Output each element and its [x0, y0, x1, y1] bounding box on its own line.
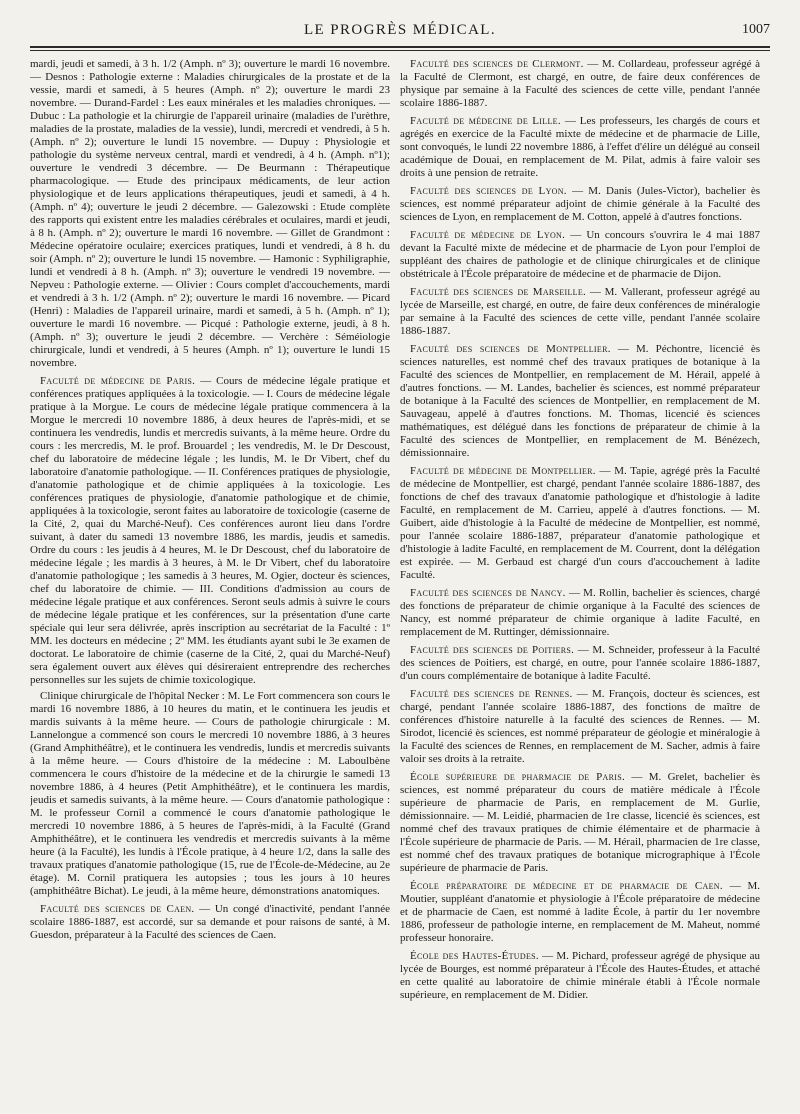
section-heading: Faculté des sciences de Caen.: [40, 903, 195, 915]
section-heading: École des Hautes-Études.: [410, 950, 539, 962]
header-rule-thick: [30, 46, 770, 48]
paragraph-hautes-etudes: [400, 950, 760, 1002]
paragraph-paris-courses-continued: mardi, jeudi et samedi, à 3 h. 1/2 (Amph. nº 3); ouverture le mardi 16 novembre. — Desnos : Pathologie externe : Maladies chirurgicales de la prostate et de la vessie, mardi et samedi, à 5 heures (Amph. nº 2); ouverture le mardi 23 novembre. — Durand-Fardel : Les eaux minérales et les maladies chroniques. — Dubuc : La pathologie et la chirurgie de l'appareil urinaire (maladies de l'urèthre, maladies de la prostate, maladies de la vessie), lundi, mercredi et vendredi, à 5 h. (Amph. nº 2); ouverture le lundi 15 novembre. — Dupuy : Physiologie et pathologie du système nerveux central, mardi et vendredi, à 4 h. (Amph. nº1); ouverture le vendredi 3 décembre. — De Beurmann : Thérapeutique pharmacologique. — Etude des principaux médicaments, de leur action physiologique et de leurs applications thérapeutiques, jeudi et samedi, à 4 h. (Amph. nº 4); ouverture le jeudi 2 décembre. — Galezowski : Etude complète des rapports qui existent entre les maladies cérébrales et oculaires, mardi et jeudi, à 8 h. (Amph. nº 2); ouverture le mardi 16 novembre. — Gillet de Grandmont : Médecine opératoire oculaire; exercices pratiques, lundi et vendredi, à 8 h. du soir (Amph. nº 2); ouverture le lundi 15 novembre. — Hamonic : Syphiligraphie, lundi et vendredi à 8 h. (Amph. nº 3); ouverture le vendredi 19 novembre. — Nepveu : Pathologie externe. — Olivier : Cours complet d'accouchements, mardi et vendredi à 3 h. 1/2 (Amph. nº 2); ouverture le mardi 16 novembre. — Picard (Henri) : Maladies de l'appareil urinaire, mardi et samedi, à 5 h. (Amph. nº 1); ouverture le mardi 16 novembre. — Picqué : Pathologie externe, jeudi, à 8 h. (Amph. nº 3); ouverture le jeudi 2 décembre. — Verchère : Séméiologie chirurgicale, lundi et vendredi, à 5 heures (Amph. nº 1); ouverture le lundi 15 novembre.: [30, 58, 390, 369]
paragraph-nancy: [400, 587, 760, 639]
section-text: — M. Rollin, bachelier ès sciences, chargé des fonctions de préparateur de chimie organique à la Faculté des sciences de Nancy, est nommé préparateur de chimie organique à ladite Faculté, en remplacement de M. Ruttinger, démissionnaire.: [400, 587, 760, 638]
section-text: — M. Péchontre, licencié ès sciences naturelles, est nommé chef des travaux pratiques de botanique à la Faculté des sciences de Montpellier, en remplacement de M. Hérail, appelé à d'autres fonctions. — M. Landes, bachelier ès sciences, est nommé préparateur de botanique à la Faculté des sciences de Montpellier, en remplacement de M. Sauvageau, appelé à d'autres fonctions. M. Thomas, licencié ès sciences mathématiques, est délégué dans les fonctions de préparateur de chimie à la Faculté des sciences de Montpellier, en remplacement de M. Bénézech, démissionnaire.: [400, 343, 760, 459]
section-heading: Faculté des sciences de Marseille.: [410, 286, 587, 298]
right-column: [400, 58, 760, 1106]
section-heading: Faculté des sciences de Poitiers.: [410, 644, 575, 656]
section-text: — Un congé d'inactivité, pendant l'année scolaire 1886-1887, est accordé, sur sa demande et pour raisons de santé, à M. Guesdon, préparateur à la Faculté des sciences de Caen.: [30, 903, 390, 941]
left-column: [30, 58, 390, 1106]
paragraph-lyon-medecine: [400, 229, 760, 281]
section-text: — M. Moutier, suppléant d'anatomie et physiologie à l'École préparatoire de médecine et de pharmacie de Caen, est nommé à ladite École, à partir du 1er novembre 1886, professeur de pathologie interne, en remplacement de M. Maheut, nommé professeur honoraire.: [400, 880, 760, 944]
section-heading: Faculté des sciences de Rennes.: [410, 688, 573, 700]
section-heading: Faculté de médecine de Lille.: [410, 115, 561, 127]
section-text: — M. Vallerant, professeur agrégé au lycée de Marseille, est chargé, en outre, de faire deux conférences de minéralogie par semaine à la Faculté des sciences de cette ville, pendant l'année scolaire 1886-1887.: [400, 286, 760, 337]
paragraph-lyon-sciences: [400, 185, 760, 224]
section-text: — M. Pichard, professeur agrégé de physique au lycée de Bourges, est nommé préparateur à l'École des Hautes-Études, et attaché en cette qualité au laboratoire de chimie minérale établi à l'École normale supérieure, en remplacement de M. Didier.: [400, 950, 760, 1001]
paragraph-clinique-necker: Clinique chirurgicale de l'hôpital Necker : M. Le Fort commencera son cours le mardi 16 novembre 1886, à 10 heures du matin, et le continuera les jeudis et mardis suivants à la même heure. — Cours de pathologie chirurgicale : M. Lannelongue a commencé son cours le mercredi 10 novembre 1886, à 3 heures (Grand Amphithéâtre), et le continuera les vendredis, lundis et mercredis suivants à la même heure. — Cours d'histoire de la médecine : M. Laboulbène commencera le cours d'histoire de la médecine et de la chirurgie le samedi 13 novembre 1886, à 4 heures (Petit Amphithéâtre), et le continuera les mardis, jeudis et samedis suivants, à la même heure. — Cours d'anatomie pathologique : M. le professeur Cornil a commencé le cours d'anatomie pathologique le mercredi 10 novembre 1886, à 5 heures de l'après-midi, à la Faculté (Grand Amphithéâtre), et le continuera les vendredis et mercredis suivants à la même heure (à la Faculté), les lundis à l'École pratique, à 4 heure 1/2, dans la salle des travaux pratiques d'anatomie pathologique (15, rue de l'École-de-Médecine, au 2e étage). M. Cornil pratiquera les autopsies ; tous les jours à 10 heures (amphithéâtre Bichat). Le jeudi, à la même heure, démonstrations anatomiques.: [30, 690, 390, 897]
paragraph-poitiers: [400, 644, 760, 683]
paragraph-marseille: [400, 286, 760, 338]
section-text: — Cours de médecine légale pratique et conférences pratiques appliquées à la toxicologie. — I. Cours de médecine légale pratique à la Morgue. Le cours de médecine légale pratique commencera à la Morgue le mercredi 10 novembre 1886, à deux heures de l'après-midi, et se continuera les vendredis, lundis et mercredis suivants, à la même heure. Ordre du cours : les mercredis, M. le prof. Brouardel ; les vendredis, M. le Dr Descoust, chef du laboratoire de médecine légale ; les lundis, M. le Dr Vibert, chef du laboratoire d'anatomie pathologique. — II. Conférences pratiques de physiologie, d'anatomie pathologique et de chimie appliquées à la toxicologie. Les conférences pratiques de physiologie, d'anatomie pathologique et de chimie, appliquées à la toxicologie, seront faites au laboratoire de toxicologie (caserne de la Cité, 2, quai du Marché-Neuf). Ces conférences auront lieu dans l'ordre suivant, à dater du samedi 13 novembre 1886, les mardis, jeudis et samedis. Ordre du cours : les jeudis à 4 heures, M. le Dr Descoust, chef du laboratoire de médecine légale ; les mardis à 3 heures, à M. le Dr Vibert, chef du laboratoire d'anatomie pathologique ; les samedis à 3 heures, M. Ogier, docteur ès sciences, chef du laboratoire de chimie. — III. Conditions d'admission au cours de médecine légale pratique et aux conférences. Seront seuls admis à suivre le cours de médecine légale pratique et les conférences, sur la présentation d'une carte spéciale qui leur sera délivrée, après inscription au secrétariat de la Faculté : 1º MM. les docteurs en médecine ; 2º MM. les étudiants ayant subi le 3e examen de doctorat. Le laboratoire de chimie (caserne de la Cité, 2, quai du Marché-Neuf) sera également ouvert aux élèves qui désireraient entreprendre des recherches personnelles sur les sujets de chimie toxicologique.: [30, 375, 390, 686]
section-heading: Faculté de médecine de Lyon.: [410, 229, 566, 241]
section-text: — Un concours s'ouvrira le 4 mai 1887 devant la Faculté mixte de médecine et de pharmacie de Lyon pour l'emploi de suppléant des chaires de pathologie et de clinique chirurgicales et de clinique obstétricale à l'École préparatoire de médecine et de pharmacie de Dijon.: [400, 229, 760, 280]
section-text: — Les professeurs, les chargés de cours et agrégés en exercice de la Faculté mixte de médecine et de pharmacie de Lille, sont convoqués, le lundi 22 novembre 1886, à l'effet d'élire un délégué au conseil académique de Douai, en remplacement de M. Pilat, admis à faire valoir ses droits à une pension de retraite.: [400, 115, 760, 179]
section-text: — M. Tapie, agrégé près la Faculté de médecine de Montpellier, est chargé, pendant l'année scolaire 1886-1887, des fonctions de chef des travaux d'anatomie pathologique et d'histologie à ladite Faculté, en remplacement de M. Carrieu, appelé à d'autres fonctions. — M. Guibert, aide d'histologie à la Faculté de médecine de Montpellier, est nommé, pour l'année scolaire 1886-1887, préparateur d'anatomie pathologique et d'histologie à ladite Faculté, en remplacement de M. Courrent, dont la délégation est expirée. — M. Gerbaud est chargé d'un cours d'accouchement à ladite Faculté.: [400, 465, 760, 581]
section-heading: Faculté des sciences de Nancy.: [410, 587, 566, 599]
header-rule-thin: [30, 50, 770, 51]
paragraph-caen-ecole: [400, 880, 760, 945]
paragraph-faculte-paris: [30, 375, 390, 687]
paragraph-rennes: [400, 688, 760, 766]
paragraph-clermont: [400, 58, 760, 110]
section-heading: École préparatoire de médecine et de pharmacie de Caen.: [410, 880, 723, 892]
section-heading: Faculté de médecine de Paris.: [40, 375, 196, 387]
page-number: 1007: [742, 22, 770, 37]
running-header: [30, 22, 770, 44]
section-heading: Faculté des sciences de Clermont.: [410, 58, 584, 70]
section-text: — M. Schneider, professeur à la Faculté des sciences de Poitiers, est chargé, en outre, pour l'année scolaire 1886-1887, d'un cours complémentaire de botanique à ladite Faculté.: [400, 644, 760, 682]
section-text: — M. François, docteur ès sciences, est chargé, pendant l'année scolaire 1886-1887, des fonctions de maître de conférences d'histoire naturelle à la faculté des sciences de Rennes. — M. Sirodot, licencié ès sciences, est nommé préparateur de géologie et minéralogie à la Faculté des sciences de Rennes, en remplacement de M. Sacher, admis à faire valoir ses droits à la retraite.: [400, 688, 760, 765]
paragraph-pharmacie-paris: [400, 771, 760, 875]
journal-title: LE PROGRÈS MÉDICAL.: [303, 22, 497, 38]
section-heading: Faculté de médecine de Montpellier.: [410, 465, 596, 477]
paragraph-lille: [400, 115, 760, 180]
paragraph-montpellier-sciences: [400, 343, 760, 460]
section-heading: Faculté des sciences de Montpellier.: [410, 343, 611, 355]
section-heading: École supérieure de pharmacie de Paris.: [410, 771, 626, 783]
paragraph-caen-sciences: [30, 903, 390, 942]
section-text: — M. Collardeau, professeur agrégé à la Faculté de Clermont, est chargé, en outre, de faire deux conférences de physique par semaine à la Faculté des sciences de cette ville, pendant l'année scolaire 1886-1887.: [400, 58, 760, 109]
paragraph-montpellier-medecine: [400, 465, 760, 582]
section-heading: Faculté des sciences de Lyon.: [410, 185, 567, 197]
section-text: — M. Danis (Jules-Victor), bachelier ès sciences, est nommé préparateur adjoint de chimie générale à la Faculté des sciences de Lyon, en remplacement de M. Cotton, appelé à d'autres fonctions.: [400, 185, 760, 223]
section-text: — M. Grelet, bachelier ès sciences, est nommé préparateur du cours de matière médicale à l'École supérieure de pharmacie de Paris, en remplacement de M. Gurlie, démissionnaire. — M. Leidié, pharmacien de 1re classe, licencié ès sciences, est nommé chef des travaux pratiques de chimie élémentaire et de pharmacie à l'École supérieure de pharmacie de Paris. — M. Hérail, pharmacien de 1re classe, est nommé chef des travaux pratiques de botanique micrographique à l'École supérieure de pharmacie de Paris.: [400, 771, 760, 874]
